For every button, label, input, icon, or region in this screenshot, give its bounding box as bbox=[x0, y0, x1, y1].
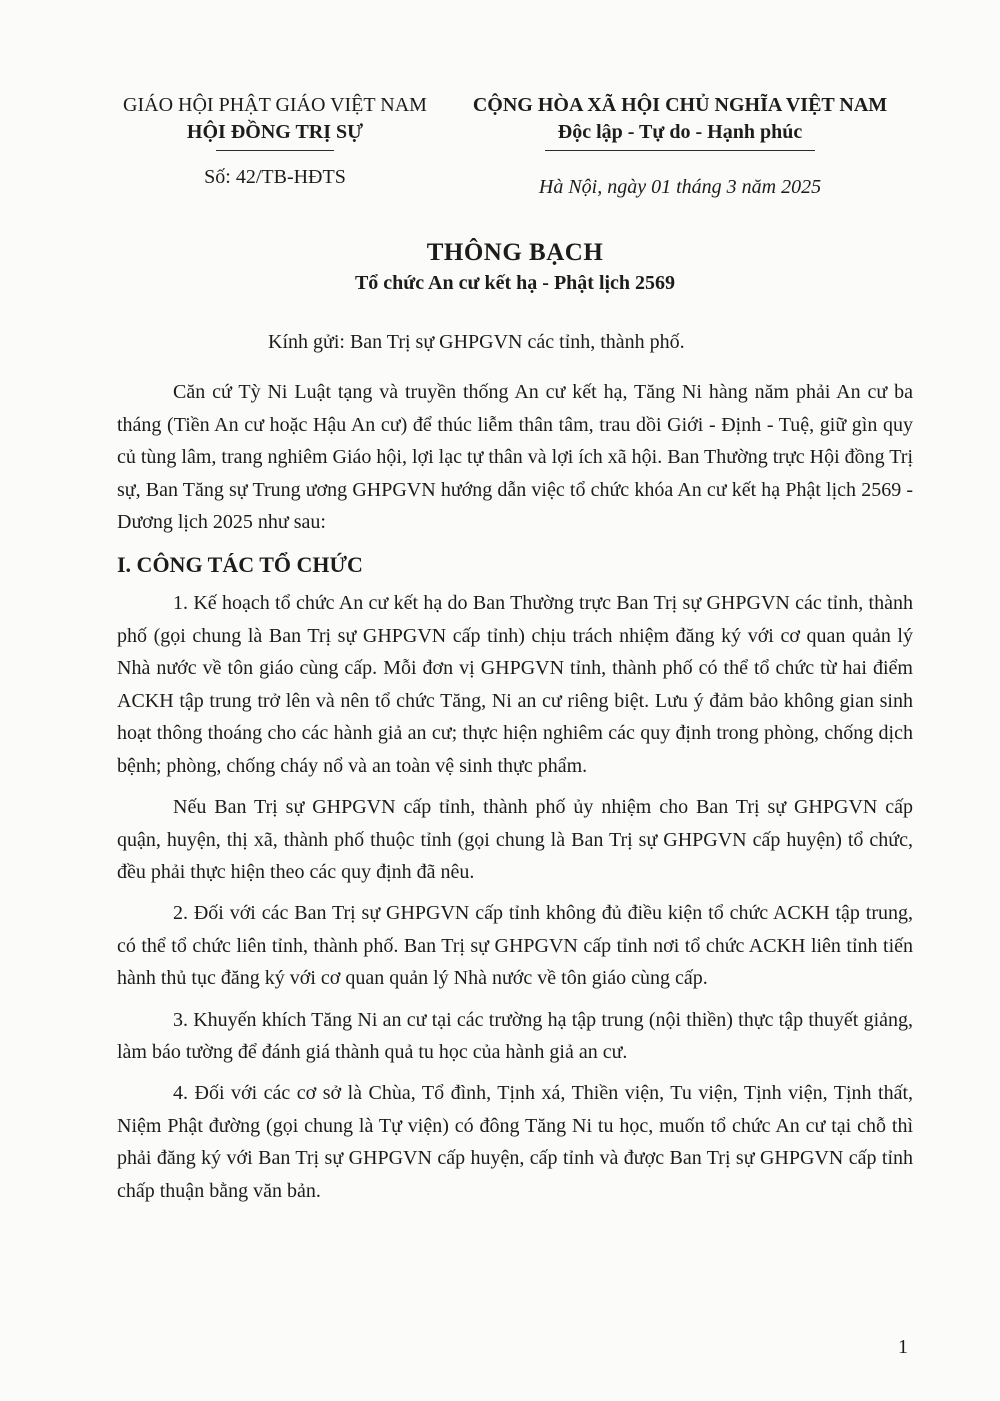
paragraph-5: 4. Đối với các cơ sở là Chùa, Tổ đình, Tịnh xá, Thiền viện, Tu viện, Tịnh viện, Tịnh thất, Niệm Phật đường (gọi chung là Tự viện) có đông Tăng Ni tu học, muốn tổ chức An cư tại chỗ thì phải đăng ký với Ban Trị sự GHPGVN cấp huyện, cấp tỉnh và được Ban Trị sự GHPGVN cấp tỉnh chấp thuận bằng văn bản. bbox=[117, 1082, 913, 1202]
org-name: GIÁO HỘI PHẬT GIÁO VIỆT NAM bbox=[123, 94, 427, 116]
document-subtitle: Tổ chức An cư kết hạ - Phật lịch 2569 bbox=[354, 272, 676, 294]
header-right bbox=[445, 92, 915, 151]
intro-paragraph: Căn cứ Tỳ Ni Luật tạng và truyền thống An cư kết hạ, Tăng Ni hàng năm phải An cư ba tháng (Tiền An cư hoặc Hậu An cư) để thúc liễm thân tâm, trau dồi Giới - Định - Tuệ, giữ gìn quy củ tùng lâm, trang nghiêm Giáo hội, lợi lạc tự thân và lợi ích xã hội. Ban Thường trực Hội đồng Trị sự, Ban Tăng sự Trung ương GHPGVN hướng dẫn việc tổ chức khóa An cư kết hạ Phật lịch 2569 - Dương lịch 2025 như sau: bbox=[117, 381, 913, 533]
council-underline bbox=[216, 150, 334, 151]
issue-date: Hà Nội, ngày 01 tháng 3 năm 2025 bbox=[538, 176, 822, 198]
greeting: Kính gửi: Ban Trị sự GHPGVN các tỉnh, thành phố. bbox=[268, 331, 685, 353]
country-name: CỘNG HÒA XÃ HỘI CHỦ NGHĨA VIỆT NAM bbox=[472, 94, 888, 116]
council-name: HỘI ĐỒNG TRỊ SỰ bbox=[186, 121, 364, 143]
page-number: 1 bbox=[898, 1336, 908, 1358]
document-number: Số: 42/TB-HĐTS bbox=[204, 166, 346, 188]
header-left bbox=[90, 92, 460, 151]
section-heading: I. CÔNG TÁC TỔ CHỨC bbox=[117, 552, 363, 578]
paragraph-2: Nếu Ban Trị sự GHPGVN cấp tỉnh, thành phố ủy nhiệm cho Ban Trị sự GHPGVN cấp quận, huyện, thị xã, thành phố thuộc tỉnh (gọi chung là Ban Trị sự GHPGVN cấp huyện) tổ chức, đều phải thực hiện theo các quy định đã nêu. bbox=[117, 796, 913, 884]
document-body bbox=[117, 376, 913, 1216]
paragraph-3: 2. Đối với các Ban Trị sự GHPGVN cấp tỉnh không đủ điều kiện tổ chức ACKH tập trung, có thể tổ chức liên tỉnh, thành phố. Ban Trị sự GHPGVN cấp tỉnh nơi tổ chức ACKH liên tỉnh tiến hành thủ tục đăng ký với cơ quan quản lý Nhà nước về tôn giáo cùng cấp. bbox=[117, 902, 913, 990]
motto-underline bbox=[545, 150, 815, 151]
document-title: THÔNG BẠCH bbox=[426, 239, 604, 266]
paragraph-4: 3. Khuyến khích Tăng Ni an cư tại các trường hạ tập trung (nội thiền) thực tập thuyết giảng, làm báo tường để đánh giá thành quả tu học của hành giả an cư. bbox=[117, 1008, 913, 1064]
paragraph-1: 1. Kế hoạch tổ chức An cư kết hạ do Ban Thường trực Ban Trị sự GHPGVN các tỉnh, thành phố (gọi chung là Ban Trị sự GHPGVN cấp tỉnh) chịu trách nhiệm đăng ký với cơ quan quản lý Nhà nước về tôn giáo cùng cấp. Mỗi đơn vị GHPGVN tỉnh, thành phố có thể tổ chức từ hai điểm ACKH tập trung trở lên và nên tổ chức Tăng, Ni an cư riêng biệt. Lưu ý đảm bảo không gian sinh hoạt thông thoáng cho các hành giả an cư; thực hiện nghiêm các quy định trong phòng, chống dịch bệnh; phòng, chống cháy nổ và an toàn vệ sinh thực phẩm. bbox=[117, 592, 913, 777]
national-motto: Độc lập - Tự do - Hạnh phúc bbox=[557, 121, 803, 143]
